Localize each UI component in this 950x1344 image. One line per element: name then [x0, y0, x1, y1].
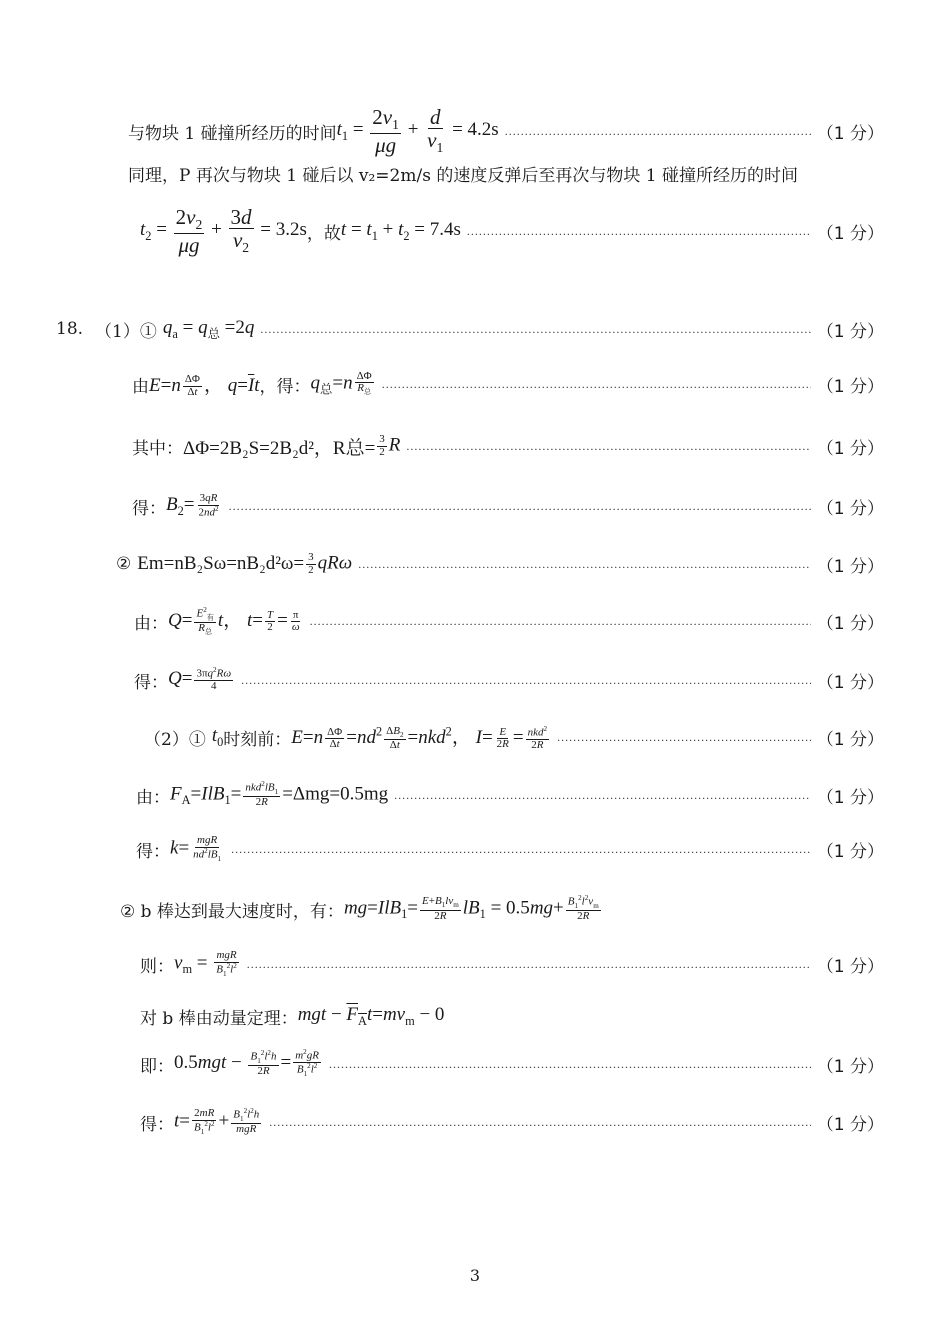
- leader-dots: [467, 224, 811, 239]
- score-label: （1 分）: [816, 123, 884, 144]
- fraction-3-2: $\frac{3}{2}$: [379, 432, 385, 458]
- leader-dots: [269, 1115, 810, 1130]
- score-label: （1 分）: [816, 729, 884, 750]
- solution-line-3: [140, 204, 884, 258]
- q18-eq-11: mg=IlB$_1$= $\frac{E+B_1lv_m}{2R}$ $lB_1 = 0.5mg+$ $\frac{B_1^2l^2v_m}{2R}$: [343, 894, 599, 923]
- q18-line-3: 其中： ΔΦ=2B₂S=2B₂d²，R总= $\frac{3}{2}$ R ..... （1 分）: [132, 428, 884, 464]
- solution-line-1: [128, 105, 884, 157]
- leader-dots: [241, 673, 811, 688]
- score-label: （1 分）: [816, 223, 884, 244]
- line-prefix: 得：: [132, 498, 166, 519]
- q18-eq-9: $F_A=IlB_1=$ $\frac{nkd^2lB_1}{2R}$ =Δmg=0.5mg: [170, 780, 389, 809]
- q18-line-4: [132, 488, 884, 524]
- line3-text: ，故: [306, 223, 341, 244]
- score-label: （1 分）: [816, 321, 884, 342]
- question-number: 18.: [56, 319, 84, 339]
- q18-line-8: [144, 718, 884, 756]
- q18-eq-4: $B_2=$ $\frac{3qR}{2nd^2}$: [166, 491, 219, 519]
- score-label: （1 分）: [816, 1056, 884, 1077]
- score-label: （1 分）: [816, 613, 884, 634]
- line1-equation: $t_1$ = $\frac{2v_1}{\mu g}$ + $\frac{d}{v_1}$ = 4.2s: [336, 105, 499, 157]
- q18-eq-8: E=n $\frac{\Delta\Phi}{\Delta t}$ $=nd^2$ $\frac{\Delta B_2}{\Delta t}$ =nkd$^2$， I= $\frac{E}{2R}$ = $\frac{nkd^2}{2R}$: [291, 724, 548, 752]
- leader-dots: [229, 499, 811, 514]
- q18-line-13: [140, 1002, 884, 1030]
- leader-dots: [329, 1057, 811, 1072]
- q18-line-14: [140, 1044, 884, 1084]
- line-prefix: ② b 棒达到最大速度时，有：: [120, 901, 344, 922]
- line1-text: 与物块 1 碰撞所经历的时间: [128, 123, 337, 144]
- score-label: （1 分）: [816, 376, 884, 397]
- line-prefix: 即：: [140, 1056, 174, 1077]
- q18-line-7: [134, 662, 884, 698]
- line-prefix: 由：: [134, 613, 168, 634]
- q18-eq-2b: $q_总=n$ $\frac{\Delta\Phi}{R_总}$: [310, 369, 372, 397]
- score-label: （1 分）: [816, 672, 884, 693]
- score-label: （1 分）: [816, 1114, 884, 1135]
- q18-line-12: [140, 944, 884, 984]
- line-prefix: 得：: [136, 841, 170, 862]
- t0-symbol: $t_0$: [211, 724, 224, 749]
- score-label: （1 分）: [816, 498, 884, 519]
- leader-dots: [247, 957, 811, 972]
- solution-line-2: [128, 160, 888, 186]
- score-label: （1 分）: [816, 956, 884, 977]
- leader-dots: [231, 842, 811, 857]
- line3-equation: $t_2$ = $\frac{2v_2}{\mu g}$ + $\frac{3d}{v_2}$ = 3.2s: [140, 205, 307, 257]
- line-prefix: 由: [132, 376, 149, 397]
- line-text: 时刻前：: [223, 729, 292, 750]
- leader-dots: [557, 730, 811, 745]
- line2-text: 同理，P 再次与物块 1 碰后以 v₂=2m/s 的速度反弹后至再次与物块 1 碰撞所经历的时间: [128, 165, 798, 186]
- q18-eq-5: Em=nB₂Sω=nB₂d²ω=: [137, 553, 305, 574]
- leader-dots: [260, 322, 810, 337]
- line-prefix: 得：: [134, 672, 168, 693]
- score-label: （1 分）: [816, 841, 884, 862]
- q18-line-5: ② Em=nB₂Sω=nB₂d²ω= $\frac{3}{2}$ qRω ..... （1 分）: [116, 546, 884, 582]
- leader-dots: [382, 377, 811, 392]
- q18-eq-7: Q= $\frac{3\pi q^2R\omega}{4}$: [168, 666, 232, 693]
- q18-eq-6: Q= $\frac{E^2_有}{R_总}$ t， t= $\frac{T}{2}$ = $\frac{\pi}{\omega}$: [168, 605, 300, 637]
- score-label: （1 分）: [816, 556, 884, 577]
- leader-dots: [310, 614, 811, 629]
- q18-line-15: [140, 1102, 884, 1142]
- q18-line-6: [134, 598, 884, 644]
- q18-line-9: [136, 776, 884, 814]
- leader-dots: [358, 557, 811, 572]
- leader-dots: [505, 124, 811, 139]
- line-prefix: 由：: [136, 787, 170, 808]
- q18-line-10: [136, 830, 884, 868]
- q18-eq-15: t= $\frac{2mR}{B_1^2l^2}$ + $\frac{B_1^2l^2h}{\text{mgR}}$: [174, 1107, 260, 1136]
- line3-equation-2: $t = t_1 + t_2 = 7.4s$: [340, 218, 461, 243]
- part-2-label: （2）①: [144, 729, 206, 750]
- q18-eq-10: k= $\frac{\text{mgR}}{nd^2lB_1}$: [170, 834, 222, 863]
- page-number: 3: [469, 1266, 481, 1285]
- q18-line-11: [120, 888, 880, 930]
- part-1-label: （1）①: [95, 321, 157, 342]
- score-label: （1 分）: [816, 438, 884, 459]
- line-prefix: 则：: [140, 956, 174, 977]
- q18-eq-12: $v_m$ = $\frac{\text{mgR}}{B_1^2l^2}$: [174, 949, 237, 978]
- q18-eq-1: $q_a = q_总 =2q$: [162, 316, 255, 341]
- score-label: （1 分）: [816, 787, 884, 808]
- q18-line-2: [132, 364, 884, 404]
- leader-dots: [394, 788, 811, 803]
- line-text: 对 b 棒由动量定理：: [140, 1008, 298, 1029]
- q18-line-1: [56, 314, 884, 344]
- line-prefix: ②: [116, 554, 132, 574]
- q18-eq-2: E=n $\frac{\Delta\Phi}{\Delta t}$ ， $q=\overline{I}t$: [149, 373, 260, 398]
- leader-dots: [406, 439, 810, 454]
- q18-eq-13: mgt − $F_At=mv_m - 0$: [297, 1003, 445, 1028]
- line-prefix: 得：: [140, 1114, 174, 1135]
- line-text: ，得：: [259, 376, 311, 397]
- line-prefix: 其中：: [132, 438, 183, 459]
- q18-eq-14: 0.5mgt − $\frac{B_1^2l^2h}{2R}$ = $\frac{m^2gR}{B_1^2l^2}$: [174, 1048, 319, 1079]
- q18-eq-3: ΔΦ=2B₂S=2B₂d²，R总=: [183, 437, 376, 459]
